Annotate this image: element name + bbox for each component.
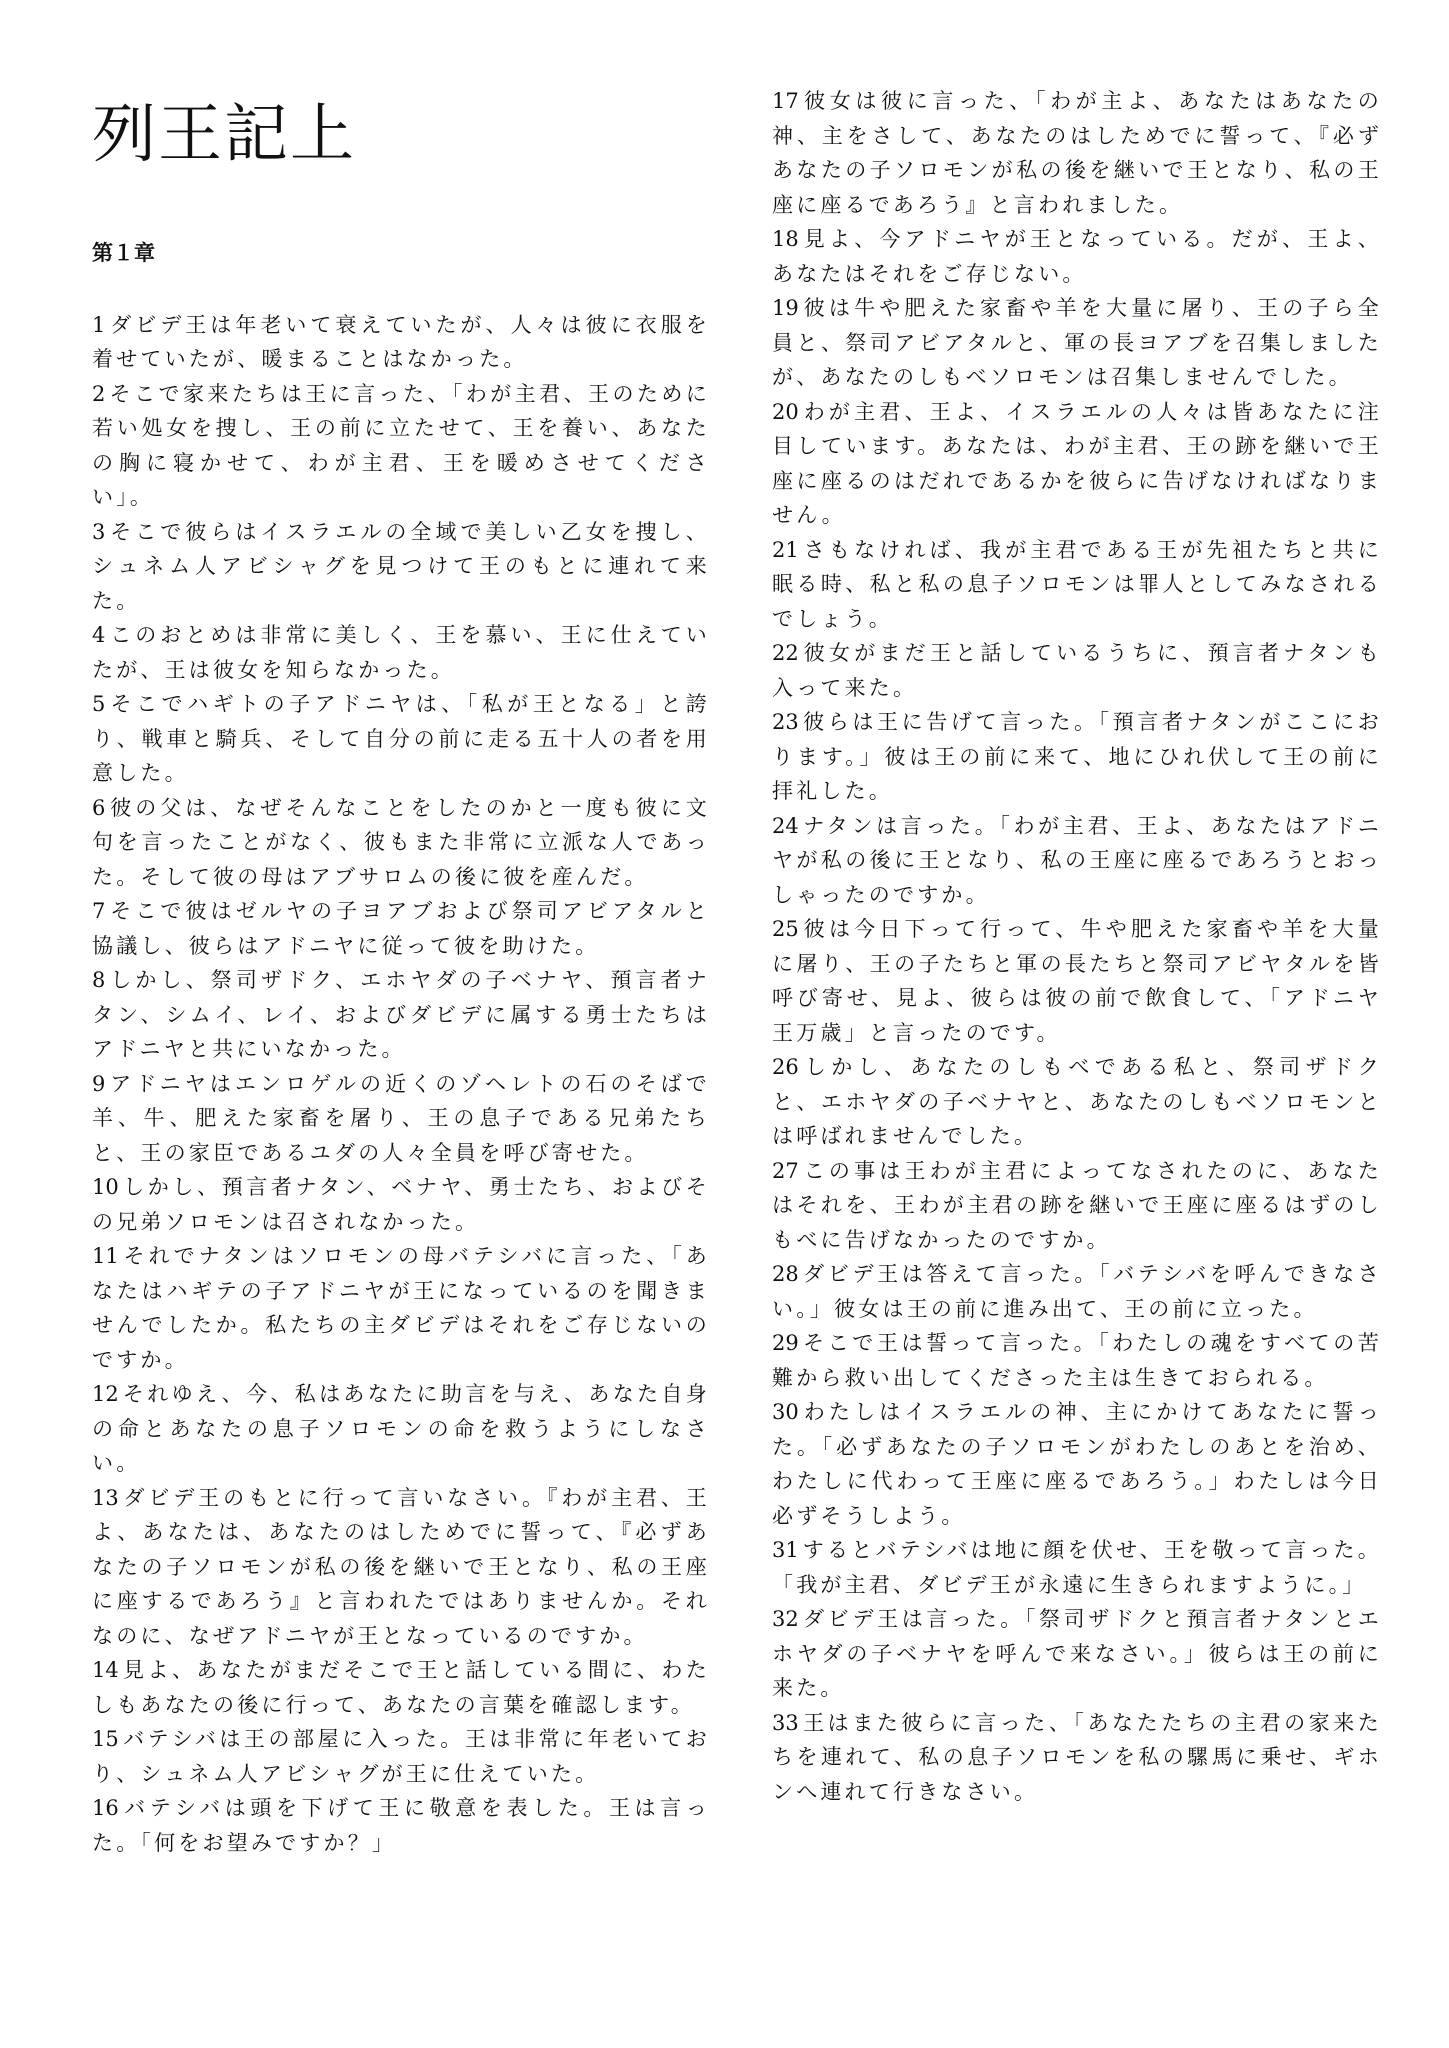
left-column: [92, 0, 710, 1860]
verse-4: [92, 618, 710, 687]
verse-text: 彼の父は、なぜそんなことをしたのかと一度も彼に文句を言ったことがなく、彼もまた非常に立派な人であった。そして彼の母はアブサロムの後に彼を産んだ。: [92, 795, 710, 889]
verse-number: 28: [772, 1262, 799, 1286]
verse-3: [92, 515, 710, 619]
verse-number: 11: [92, 1244, 119, 1269]
verse-text: するとバテシバは地に顔を伏せ、王を敬って言った。「我が主君、ダビデ王が永遠に生きられますように。」: [772, 1538, 1382, 1597]
verse-number: 14: [92, 1658, 119, 1683]
verse-number: 13: [92, 1485, 119, 1510]
verse-text: そこで家来たちは王に言った、「わが主君、王のために若い処女を捜し、王の前に立たせて、王を養い、あなたの胸に寝かせて、わが主君、王を暖めさせてください」。: [92, 381, 710, 510]
verse-text: しかし、あなたのしもべである私と、祭司ザドクと、エホヤダの子ベナヤと、あなたのしもべソロモンとは呼ばれませんでした。: [772, 1055, 1382, 1148]
verse-number: 25: [772, 917, 799, 941]
verse-number: 6: [92, 795, 106, 820]
verse-13: [92, 1481, 710, 1654]
verse-text: ダビデ王は年老いて衰えていたが、人々は彼に衣服を着せていたが、暖まることはなかった。: [92, 312, 710, 372]
verse-9: [92, 1067, 710, 1171]
verse-number: 15: [92, 1727, 119, 1752]
verse-text: そこで彼らはイスラエルの全域で美しい乙女を捜し、シュネム人アビシャグを見つけて王のもとに連れて来た。: [92, 519, 710, 613]
verse-11: [92, 1239, 710, 1377]
verse-22: [772, 636, 1382, 705]
verse-text: 彼は牛や肥えた家畜や羊を大量に屠り、王の子ら全員と、祭司アビアタルと、軍の長ヨアブを召集しましたが、あなたのしもべソロモンは召集しませんでした。: [772, 296, 1382, 389]
verse-17: [772, 84, 1382, 222]
verse-number: 2: [92, 381, 106, 406]
verse-28: [772, 1257, 1382, 1326]
verse-8: [92, 963, 710, 1067]
verse-21: [772, 533, 1382, 637]
verse-text: それでナタンはソロモンの母バテシバに言った、「あなたはハギテの子アドニヤが王になっているのを聞きませんでしたか。私たちの主ダビデはそれをご存じないのですか。: [92, 1244, 710, 1372]
verse-number: 31: [772, 1538, 799, 1562]
verse-text: それゆえ、今、私はあなたに助言を与え、あなた自身の命とあなたの息子ソロモンの命を救うようにしなさい。: [92, 1382, 710, 1476]
verse-text: 彼女は彼に言った、「わが主よ、あなたはあなたの神、主をさして、あなたのはしためでに誓って、『必ずあなたの子ソロモンが私の後を継いで王となり、私の王座に座るであろう』と言われました。: [772, 89, 1382, 217]
verse-15: [92, 1722, 710, 1791]
verse-19: [772, 291, 1382, 395]
verse-text: わが主君、王よ、イスラエルの人々は皆あなたに注目しています。あなたは、わが主君、王の跡を継いで王座に座るのはだれであるかを彼らに告げなければなりません。: [772, 399, 1382, 527]
verse-number: 32: [772, 1607, 799, 1631]
verse-10: [92, 1170, 710, 1239]
verse-number: 33: [772, 1710, 799, 1735]
verse-text: しかし、祭司ザドク、エホヤダの子ベナヤ、預言者ナタン、シムイ、レイ、およびダビデに属する勇士たちはアドニヤと共にいなかった。: [92, 968, 710, 1062]
verse-12: [92, 1377, 710, 1481]
verse-number: 26: [772, 1055, 799, 1079]
verse-text: ナタンは言った。「わが主君、王よ、あなたはアドニヤが私の後に王となり、私の王座に座るであろうとおっしゃったのですか。: [772, 813, 1382, 907]
verse-text: そこでハギトの子アドニヤは、「私が王となる」と誇り、戦車と騎兵、そして自分の前に走る五十人の者を用意した。: [92, 692, 710, 786]
verse-text: わたしはイスラエルの神、主にかけてあなたに誓った。「必ずあなたの子ソロモンがわたしのあとを治め、わたしに代わって王座に座るであろう。」わたしは今日必ずそうしよう。: [772, 1400, 1382, 1528]
verse-1: [92, 308, 710, 377]
left-verse-list: [92, 308, 710, 1861]
page-title: 列王記上: [92, 98, 356, 172]
verse-number: 23: [772, 710, 799, 734]
right-column: [772, 0, 1382, 1809]
verse-number: 8: [92, 968, 106, 993]
verse-7: [92, 894, 710, 963]
verse-number: 22: [772, 641, 799, 665]
verse-number: 10: [92, 1175, 119, 1200]
verse-27: [772, 1154, 1382, 1258]
right-verse-list: [772, 84, 1382, 1809]
verse-text: 彼女がまだ王と話しているうちに、預言者ナタンも入って来た。: [772, 641, 1382, 700]
verse-number: 27: [772, 1158, 799, 1183]
verse-25: [772, 912, 1382, 1050]
verse-number: 21: [772, 537, 799, 562]
verse-number: 30: [772, 1400, 799, 1424]
verse-text: 王はまた彼らに言った、「あなたたちの主君の家来たちを連れて、私の息子ソロモンを私の騾馬に乗せ、ギホンへ連れて行きなさい。: [772, 1710, 1382, 1804]
verse-number: 9: [92, 1071, 106, 1096]
verse-text: ダビデ王は答えて言った。「バテシバを呼んできなさい。」彼女は王の前に進み出て、王の前に立った。: [772, 1262, 1382, 1321]
verse-26: [772, 1050, 1382, 1154]
verse-20: [772, 395, 1382, 533]
verse-5: [92, 687, 710, 791]
verse-number: 3: [92, 519, 106, 544]
verse-text: ダビデ王のもとに行って言いなさい。『わが主君、王よ、あなたは、あなたのはしためでに誓って、『必ずあなたの子ソロモンが私の後を継いで王となり、私の王座に座するであろう』と言われたではありませんか。それなのに、なぜアドニヤが王となっているのですか。: [92, 1485, 710, 1648]
verse-text: さもなければ、我が主君である王が先祖たちと共に眠る時、私と私の息子ソロモンは罪人としてみなされるでしょう。: [772, 537, 1382, 631]
verse-number: 12: [92, 1382, 119, 1407]
verse-number: 24: [772, 813, 799, 838]
verse-29: [772, 1326, 1382, 1395]
verse-number: 18: [772, 227, 799, 251]
verse-number: 7: [92, 899, 106, 924]
verse-text: 見よ、あなたがまだそこで王と話している間に、わたしもあなたの後に行って、あなたの言葉を確認します。: [92, 1658, 710, 1717]
verse-number: 19: [772, 296, 799, 320]
verse-33: [772, 1706, 1382, 1810]
verse-14: [92, 1653, 710, 1722]
verse-text: 見よ、今アドニヤが王となっている。だが、王よ、あなたはそれをご存じない。: [772, 227, 1382, 286]
verse-number: 17: [772, 89, 799, 113]
verse-text: しかし、預言者ナタン、ベナヤ、勇士たち、およびその兄弟ソロモンは召されなかった。: [92, 1175, 710, 1234]
verse-text: 彼らは王に告げて言った。「預言者ナタンがここにおります。」彼は王の前に来て、地にひれ伏して王の前に拝礼した。: [772, 710, 1382, 803]
verse-number: 20: [772, 399, 799, 424]
verse-text: ダビデ王は言った。「祭司ザドクと預言者ナタンとエホヤダの子ベナヤを呼んで来なさい。」彼らは王の前に来た。: [772, 1607, 1382, 1700]
verse-text: このおとめは非常に美しく、王を慕い、王に仕えていたが、王は彼女を知らなかった。: [92, 623, 710, 682]
verse-32: [772, 1602, 1382, 1706]
verse-text: この事は王わが主君によってなされたのに、あなたはそれを、王わが主君の跡を継いで王座に座るはずのしもべに告げなかったのですか。: [772, 1158, 1382, 1252]
verse-text: バテシバは頭を下げて王に敬意を表した。王は言った。「何をお望みですか？」: [92, 1796, 710, 1855]
verse-31: [772, 1533, 1382, 1602]
verse-18: [772, 222, 1382, 291]
verse-16: [92, 1791, 710, 1860]
verse-number: 29: [772, 1331, 799, 1355]
verse-number: 4: [92, 623, 106, 648]
verse-text: バテシバは王の部屋に入った。王は非常に年老いており、シュネム人アビシャグが王に仕えていた。: [92, 1727, 710, 1786]
verse-23: [772, 705, 1382, 809]
verse-text: そこで彼はゼルヤの子ヨアブおよび祭司アビアタルと協議し、彼らはアドニヤに従って彼を助けた。: [92, 899, 710, 958]
verse-text: そこで王は誓って言った。「わたしの魂をすべての苦難から救い出してくださった主は生きておられる。: [772, 1331, 1382, 1390]
verse-6: [92, 791, 710, 895]
verse-24: [772, 809, 1382, 913]
verse-number: 1: [92, 312, 106, 337]
verse-30: [772, 1395, 1382, 1533]
verse-number: 5: [92, 692, 106, 717]
verse-text: アドニヤはエンロゲルの近くのゾヘレトの石のそばで羊、牛、肥えた家畜を屠り、王の息子である兄弟たちと、王の家臣であるユダの人々全員を呼び寄せた。: [92, 1071, 710, 1165]
verse-number: 16: [92, 1796, 119, 1821]
verse-2: [92, 377, 710, 515]
verse-text: 彼は今日下って行って、牛や肥えた家畜や羊を大量に屠り、王の子たちと軍の長たちと祭司アビヤタルを皆呼び寄せ、見よ、彼らは彼の前で飲食して、「アドニヤ王万歳」と言ったのです。: [772, 917, 1382, 1045]
chapter-heading: 第１章: [92, 240, 155, 266]
